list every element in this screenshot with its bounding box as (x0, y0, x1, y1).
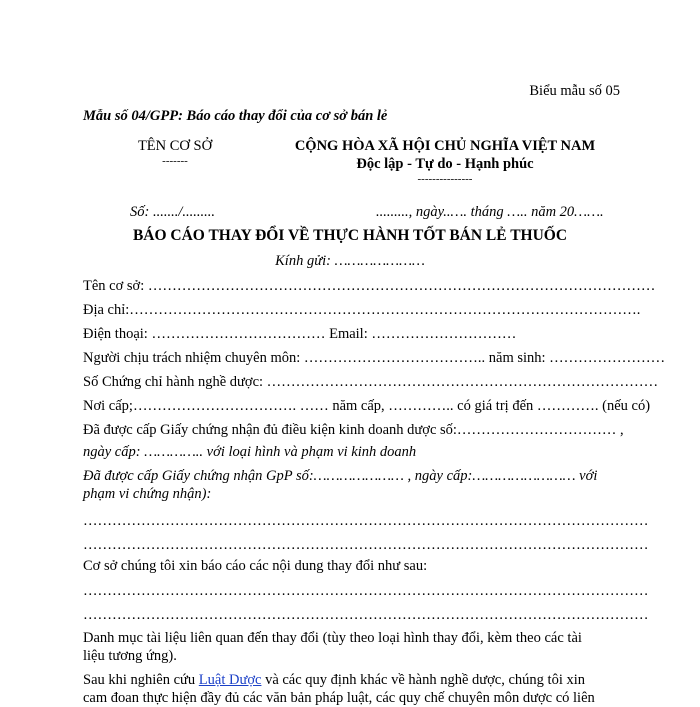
business-license-date: ngày cấp: ………….. với loại hình và phạm vi kinh doanh (83, 444, 417, 460)
facility-header: TÊN CƠ SỞ (137, 138, 213, 154)
closing-statement (83, 671, 585, 689)
blank-line-4: ……………………………………………………………………………………………………… (83, 607, 649, 623)
document-date: ........., ngày..…. tháng ….. năm 20……. (376, 204, 604, 220)
facility-header-line: ------- (162, 155, 188, 167)
national-motto: Độc lập - Tự do - Hạnh phúc (356, 156, 534, 172)
country-name: CỘNG HÒA XÃ HỘI CHỦ NGHĨA VIỆT NAM (294, 138, 596, 154)
blank-line-3: ……………………………………………………………………………………………………… (83, 583, 649, 599)
issued-place-field: Nơi cấp;……………………………. …… năm cấp, ………….. có giá trị đến …………. (nếu có) (83, 398, 651, 414)
closing-text-end: và các quy định khác về hành nghề dược, chúng tôi xin (261, 672, 585, 688)
form-number: Biểu mẫu số 05 (529, 83, 620, 99)
form-subtitle: Mẫu số 04/GPP: Báo cáo thay đổi của cơ sở bán lẻ (83, 108, 388, 124)
closing-text-start: Sau khi nghiên cứu (83, 672, 199, 688)
documents-list: Danh mục tài liệu liên quan đến thay đổi (tùy theo loại hình thay đổi, kèm theo các tài (83, 630, 582, 646)
closing-statement-cont: cam đoan thực hiện đầy đủ các văn bản pháp luật, các quy chế chuyên môn dược có liên (83, 690, 595, 706)
address-field: Địa chỉ:……………………………………………………………………………………………. (83, 302, 641, 318)
facility-name-field: Tên cơ sở: …………………………………………………………………………………………… (83, 278, 656, 294)
document-number: Số: ......./......... (130, 204, 215, 220)
phone-email-field: Điện thoại: ……………………………… Email: ………………………… (83, 326, 517, 342)
blank-line-1: ……………………………………………………………………………………………………… (83, 513, 649, 529)
responsible-person-field: Người chịu trách nhiệm chuyên môn: ……………………………….. năm sinh: …………………… (83, 350, 666, 366)
practice-cert-field: Số Chứng chỉ hành nghề dược: ……………………………………………………………………… (83, 374, 659, 390)
document-title: BÁO CÁO THAY ĐỔI VỀ THỰC HÀNH TỐT BÁN LẺ THUỐC (132, 227, 568, 244)
recipient: Kính gửi: ………………… (275, 253, 425, 269)
gpp-cert-field: Đã được cấp Giấy chứng nhận GpP số:………………… , ngày cấp:…………………… với (83, 468, 598, 484)
business-license-field: Đã được cấp Giấy chứng nhận đủ điều kiện kinh doanh dược số:…………………………… , (83, 422, 624, 438)
pharmacy-law-link[interactable]: Luật Dược (198, 672, 262, 688)
motto-underline: --------------- (417, 173, 473, 185)
blank-line-2: ……………………………………………………………………………………………………… (83, 537, 649, 553)
documents-list-cont: liệu tương ứng). (83, 648, 177, 664)
gpp-scope: phạm vi chứng nhận): (83, 486, 212, 502)
changes-intro: Cơ sở chúng tôi xin báo cáo các nội dung thay đổi như sau: (83, 558, 428, 574)
